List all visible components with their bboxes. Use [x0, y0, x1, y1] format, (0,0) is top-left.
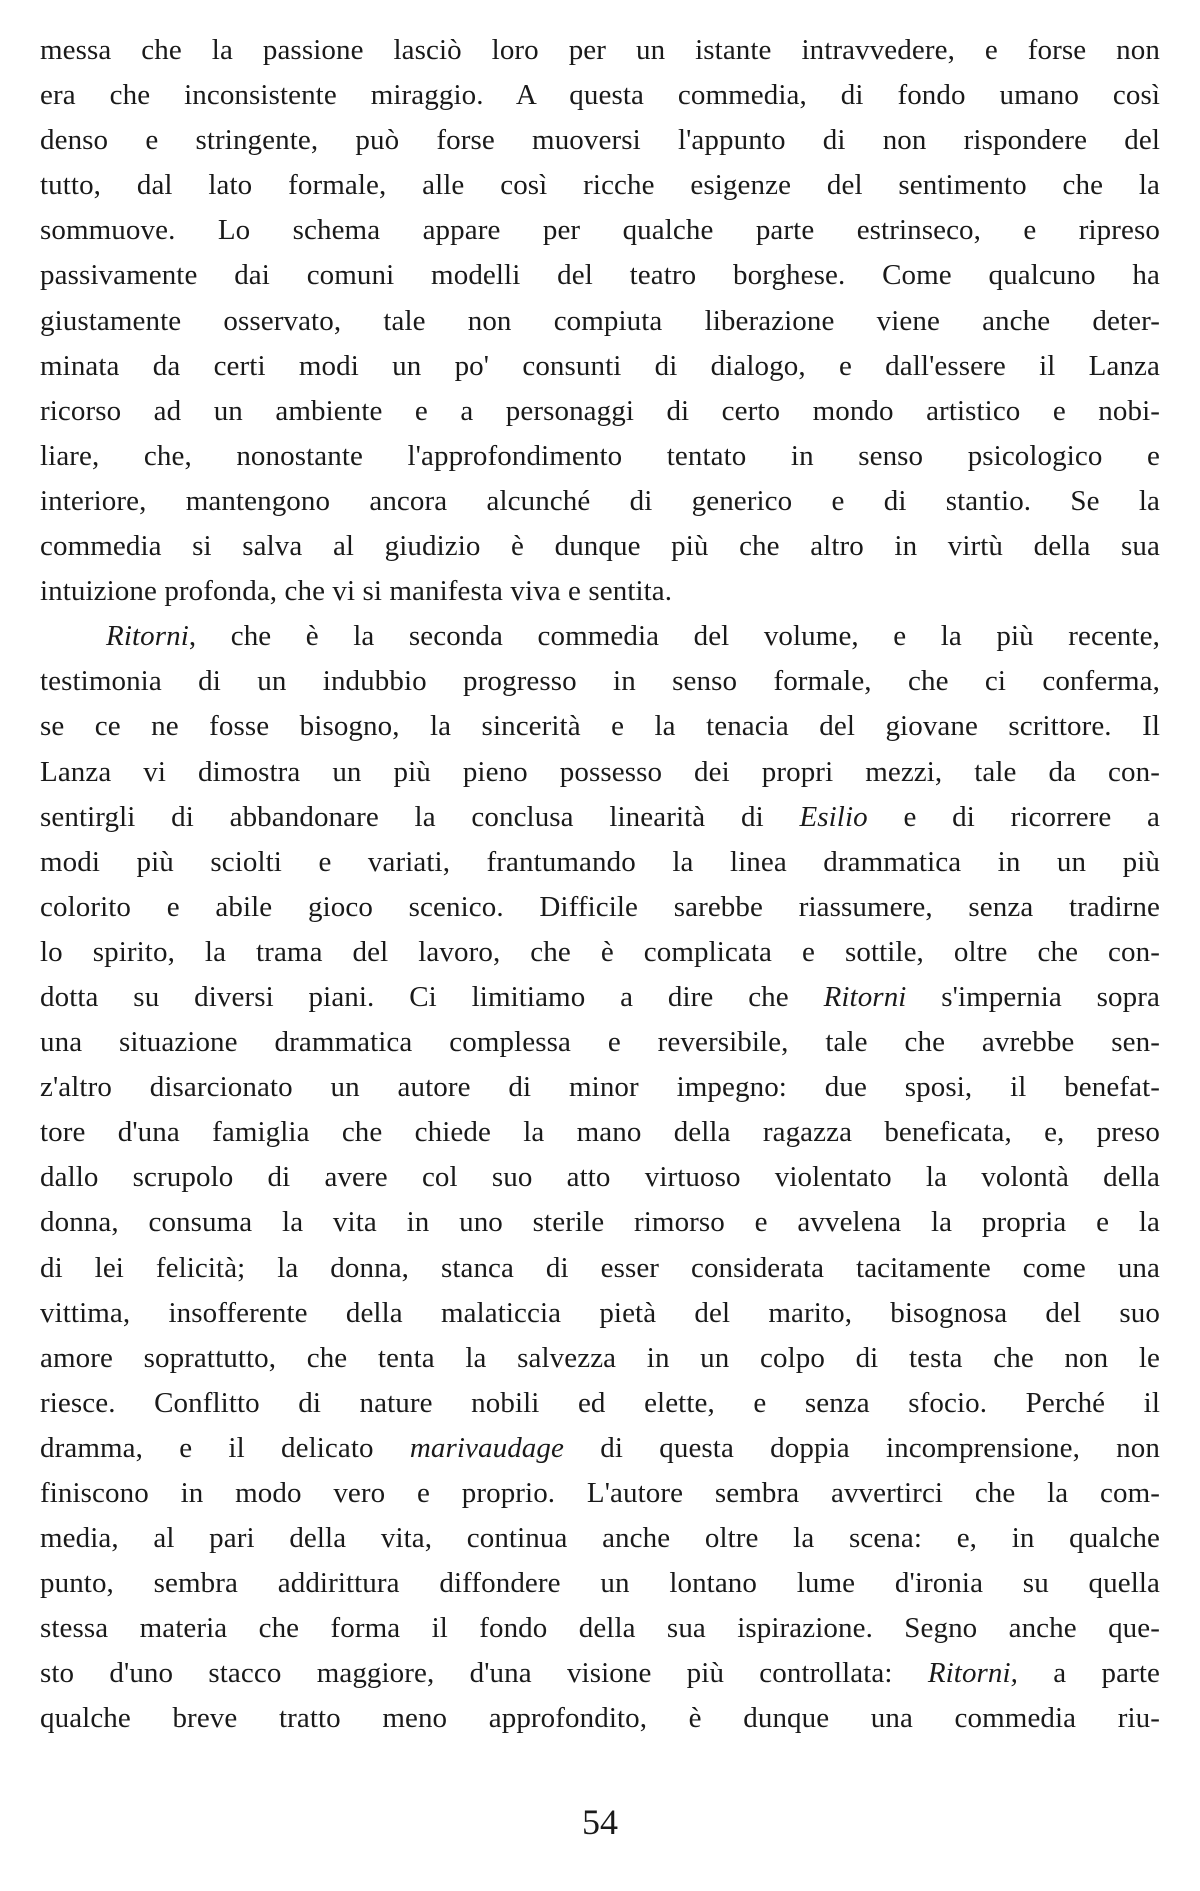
text-line: intuizione profonda, che vi si manifesta viva e sentita. [40, 575, 673, 608]
body-text [40, 28, 1160, 1742]
text-line [40, 1651, 1160, 1696]
line-text: a parte [1018, 1657, 1160, 1690]
text-line [40, 975, 1160, 1020]
line-text: , che è la seconda commedia del volume, e la più recente, [188, 620, 1160, 653]
text-line: commedia si salva al giudizio è dunque più che altro in virtù della sua [40, 530, 1160, 563]
text-line: testimonia di un indubbio progresso in senso formale, che ci conferma, [40, 665, 1160, 698]
text-line: se ce ne fosse bisogno, la sincerità e la tenacia del giovane scrittore. Il [40, 710, 1160, 743]
line-text: sentirgli di abbandonare la conclusa linearità di [40, 800, 800, 833]
text-line: sommuove. Lo schema appare per qualche parte estrinseco, e ripreso [40, 214, 1160, 247]
line-text: sto d'uno stacco maggiore, d'una visione più controllata: [40, 1657, 928, 1690]
italic-title: Ritorni, [927, 1657, 1019, 1690]
text-line: interiore, mantengono ancora alcunché di generico e di stantio. Se la [40, 484, 1160, 517]
italic-term: marivaudage [409, 1431, 564, 1464]
text-line [40, 795, 1160, 840]
line-text: e di ricorrere a [867, 800, 1160, 833]
line-text: dotta su diversi piani. Ci limitiamo a dire che [40, 980, 824, 1013]
text-line: era che inconsistente miraggio. A questa commedia, di fondo umano così [40, 79, 1160, 112]
text-line [40, 1426, 1160, 1471]
text-line: Lanza vi dimostra un più pieno possesso dei propri mezzi, tale da con- [40, 755, 1160, 788]
italic-title: Esilio [799, 800, 868, 833]
text-line: punto, sembra addirittura diffondere un lontano lume d'ironia su quella [40, 1567, 1160, 1600]
text-line: vittima, insofferente della malaticcia pietà del marito, bisognosa del suo [40, 1296, 1160, 1329]
text-line: colorito e abile gioco scenico. Difficile sarebbe riassumere, senza tradirne [40, 890, 1160, 923]
italic-title: Ritorni [106, 620, 189, 653]
text-line: amore soprattutto, che tenta la salvezza in un colpo di testa che non le [40, 1341, 1160, 1374]
text-line: dallo scrupolo di avere col suo atto virtuoso violentato la volontà della [40, 1161, 1160, 1194]
line-text: di questa doppia incomprensione, non [563, 1431, 1160, 1464]
text-line: una situazione drammatica complessa e reversibile, tale che avrebbe sen- [40, 1026, 1160, 1059]
text-line: ricorso ad un ambiente e a personaggi di certo mondo artistico e nobi- [40, 394, 1160, 427]
text-line: tore d'una famiglia che chiede la mano della ragazza beneficata, e, preso [40, 1116, 1160, 1149]
text-line: lo spirito, la trama del lavoro, che è complicata e sottile, oltre che con- [40, 935, 1160, 968]
text-line: liare, che, nonostante l'approfondimento tentato in senso psicologico e [40, 439, 1160, 472]
text-line: z'altro disarcionato un autore di minor impegno: due sposi, il benefat- [40, 1071, 1160, 1104]
text-line: donna, consuma la vita in uno sterile rimorso e avvelena la propria e la [40, 1206, 1160, 1239]
text-line: media, al pari della vita, continua anche oltre la scena: e, in qualche [40, 1522, 1160, 1555]
text-line: messa che la passione lasciò loro per un istante intravvedere, e forse non [40, 34, 1160, 66]
page-number: 54 [582, 1802, 618, 1842]
line-text: s'impernia sopra [906, 980, 1160, 1013]
text-line: modi più sciolti e variati, frantumando la linea drammatica in un più [40, 845, 1160, 878]
line-text: dramma, e il delicato [40, 1431, 410, 1464]
text-line: giustamente osservato, tale non compiuta liberazione viene anche deter- [40, 304, 1160, 337]
text-line: minata da certi modi un po' consunti di dialogo, e dall'essere il Lanza [40, 349, 1160, 382]
text-line: passivamente dai comuni modelli del teatro borghese. Come qualcuno ha [40, 259, 1160, 292]
text-line: riesce. Conflitto di nature nobili ed elette, e senza sfocio. Perché il [40, 1386, 1160, 1419]
text-line: di lei felicità; la donna, stanca di esser considerata tacitamente come una [40, 1251, 1160, 1284]
italic-title: Ritorni [823, 980, 907, 1013]
text-line: qualche breve tratto meno approfondito, è dunque una commedia riu- [40, 1702, 1160, 1735]
text-line: tutto, dal lato formale, alle così ricche esigenze del sentimento che la [40, 169, 1160, 202]
text-line: finiscono in modo vero e proprio. L'autore sembra avvertirci che la com- [40, 1477, 1160, 1509]
text-line: stessa materia che forma il fondo della sua ispirazione. Segno anche que- [40, 1612, 1160, 1645]
text-line [40, 614, 1160, 659]
text-line: denso e stringente, può forse muoversi l'appunto di non rispondere del [40, 124, 1160, 157]
